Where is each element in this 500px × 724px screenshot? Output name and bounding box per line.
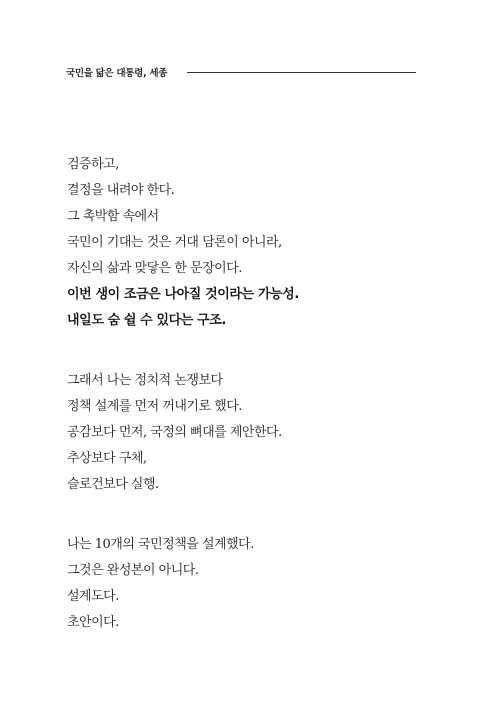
- text-line: 그것은 완성본이 아니다.: [67, 563, 199, 578]
- emphasized-line: 이번 생이 조금은 나아질 것이라는 가능성.: [67, 287, 299, 302]
- text-line: 추상보다 구체,: [67, 451, 147, 466]
- text-line: 슬로건보다 실행.: [67, 477, 159, 492]
- text-line: 정책 설계를 먼저 꺼내기로 했다.: [67, 399, 242, 414]
- body-text: [67, 152, 427, 636]
- text-line: 검증하고,: [67, 157, 119, 172]
- book-title: 국민을 닮은 대통령, 세종: [66, 68, 168, 79]
- header-divider: [187, 72, 416, 73]
- text-line: 그 촉박함 속에서: [67, 209, 159, 224]
- text-line: 국민이 기대는 것은 거대 담론이 아니라,: [67, 235, 282, 250]
- emphasized-line: 내일도 숨 쉴 수 있다는 구조.: [67, 313, 226, 328]
- text-line: 초안이다.: [67, 615, 119, 630]
- paragraph-gap: [67, 334, 427, 368]
- paragraph-gap: [67, 498, 427, 532]
- text-line: 그래서 나는 정치적 논쟁보다: [67, 373, 223, 388]
- text-line: 설계도다.: [67, 589, 119, 604]
- text-line: 자신의 삶과 맞닿은 한 문장이다.: [67, 261, 242, 276]
- paragraph: [67, 368, 427, 498]
- text-line: 결정을 내려야 한다.: [67, 183, 175, 198]
- text-line: 나는 10개의 국민정책을 설계했다.: [67, 537, 254, 552]
- running-header: [66, 64, 416, 80]
- paragraph: [67, 532, 427, 636]
- paragraph: [67, 152, 427, 334]
- text-line: 공감보다 먼저, 국정의 뼈대를 제안한다.: [67, 425, 282, 440]
